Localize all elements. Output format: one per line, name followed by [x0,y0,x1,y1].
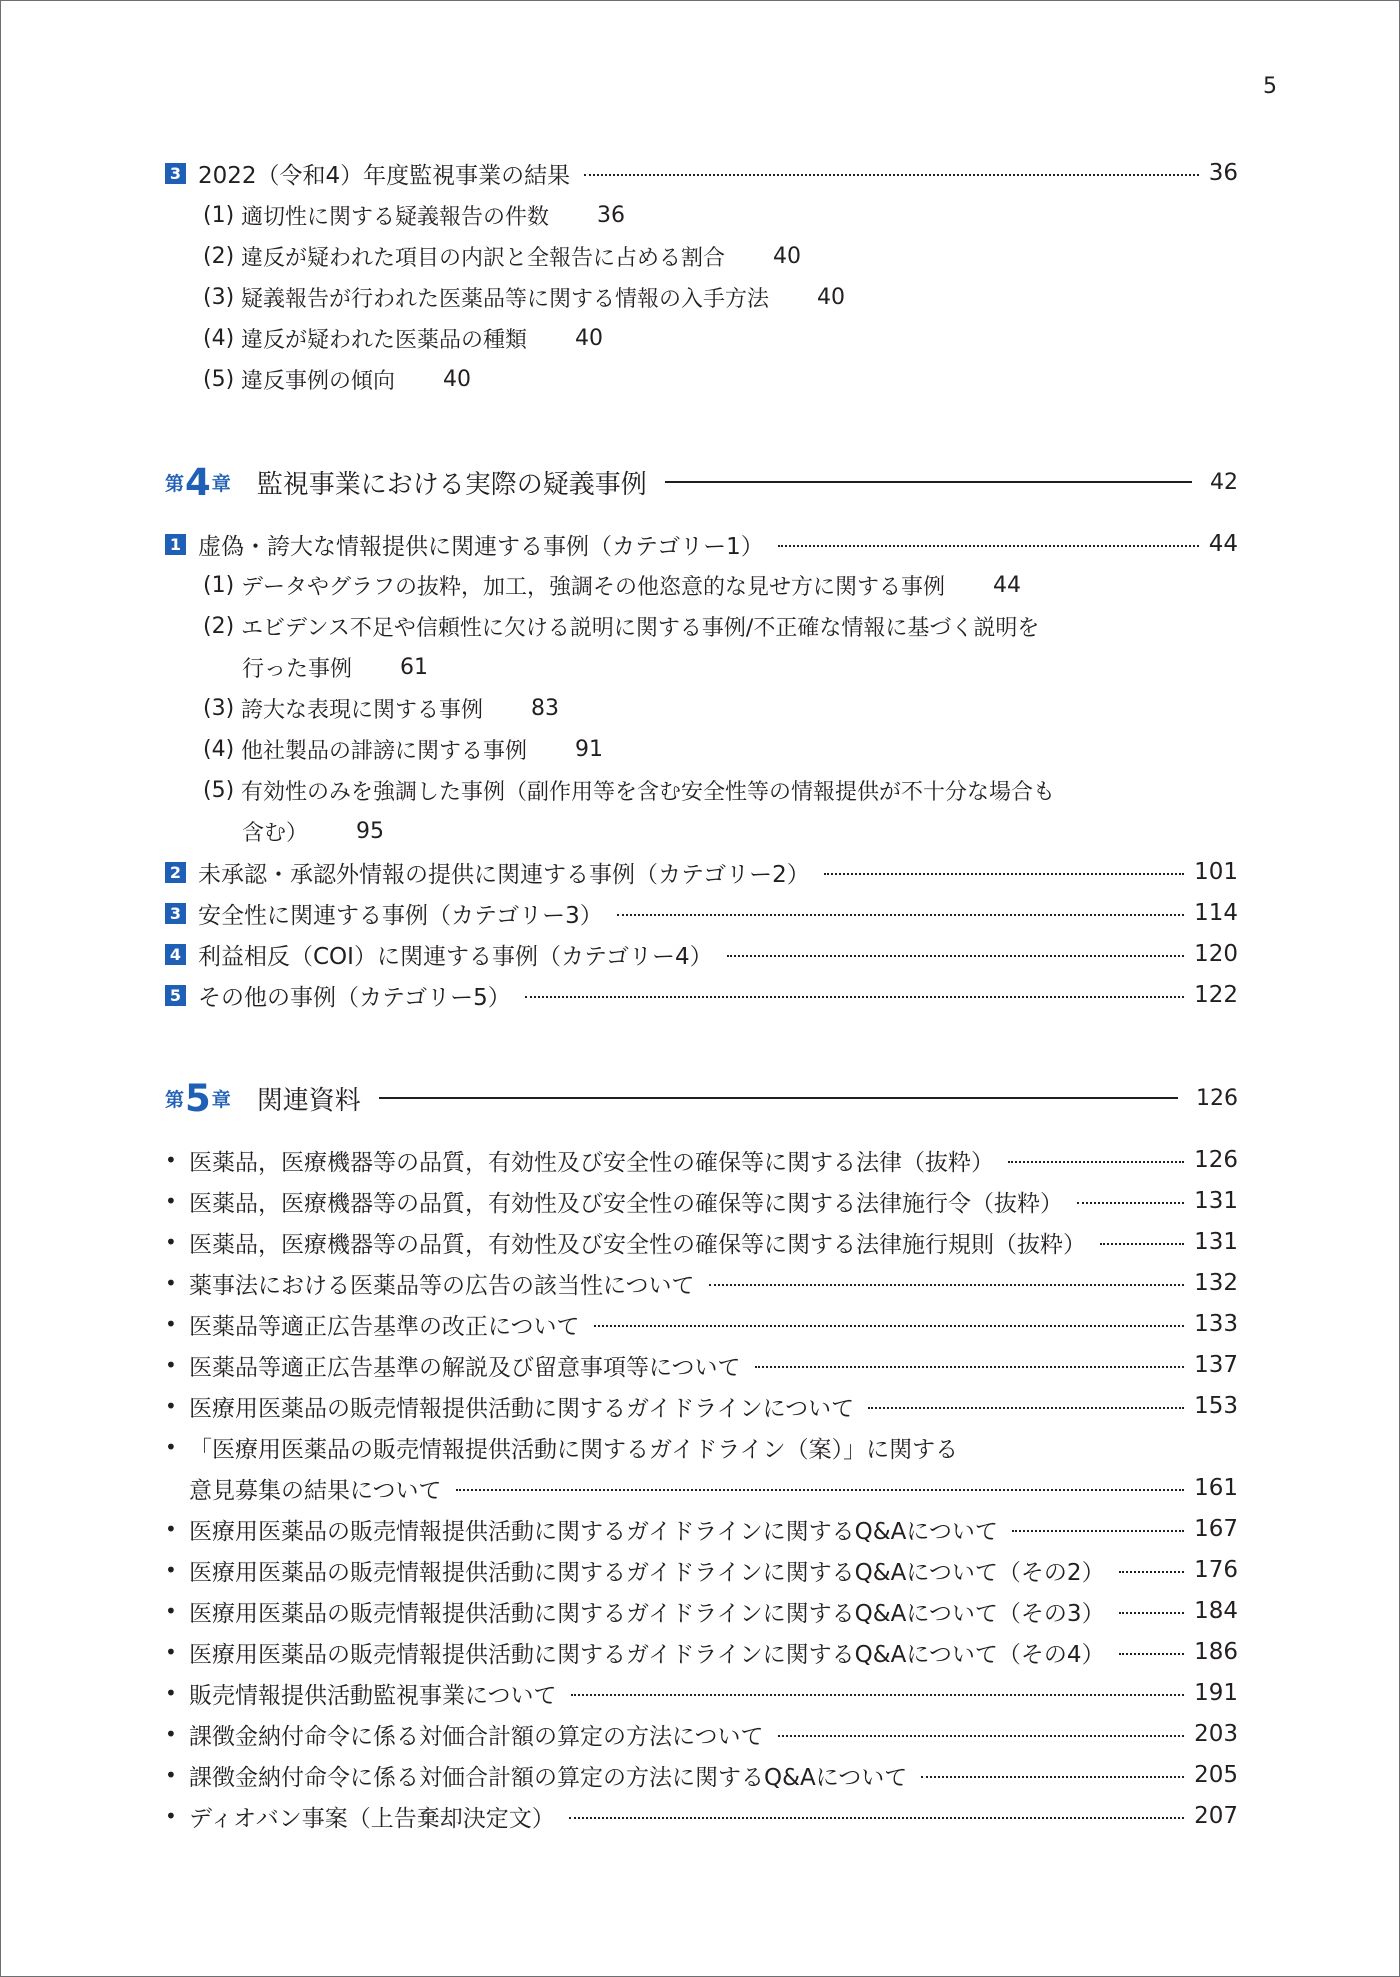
toc-document-item[interactable] [165,1225,1238,1259]
section-title: 未承認・承認外情報の提供に関連する事例（カテゴリー2） [198,861,810,888]
toc-document-item[interactable] [165,1430,1238,1464]
section-page: 44 [1208,531,1238,557]
dot-leader [456,1489,1185,1491]
bullet-mark: • [165,1435,177,1459]
document-title: 薬事法における医薬品等の広告の該当性について [189,1272,695,1299]
bullet-mark: • [165,1148,177,1172]
bullet-mark: • [165,1722,177,1746]
toc-chapter-4[interactable] [165,459,1238,505]
document-page: 184 [1194,1598,1238,1624]
subitem-text: データやグラフの抜粋，加工，強調その他恣意的な見せ方に関する事例 [241,574,946,600]
toc-subitem[interactable] [203,198,625,232]
toc-subitem[interactable] [203,280,845,314]
toc-section-4-3[interactable] [165,896,1238,930]
toc-document-item[interactable] [165,1635,1238,1669]
document-page: 203 [1194,1721,1238,1747]
subitem-page: 36 [597,202,626,228]
chapter-number: 4 [185,460,211,504]
toc-subitem-continued[interactable] [242,650,428,684]
dot-leader [525,996,1184,998]
dot-leader [1012,1530,1184,1532]
toc-chapter-5[interactable] [165,1075,1238,1121]
document-page: 131 [1194,1188,1238,1214]
toc-document-item[interactable] [165,1512,1238,1546]
bullet-mark: • [165,1558,177,1582]
section-title: 2022（令和4）年度監視事業の結果 [198,162,571,189]
section-title: その他の事例（カテゴリー5） [198,984,511,1011]
dot-leader [617,914,1184,916]
dot-leader [709,1284,1185,1286]
document-page: 126 [1194,1147,1238,1173]
subitem-number: (3) [203,695,235,721]
dot-leader [1077,1202,1184,1204]
bullet-mark: • [165,1312,177,1336]
subitem-text: 誇大な表現に関する事例 [241,697,484,723]
subitem-page: 91 [575,736,604,762]
toc-section-4-2[interactable] [165,855,1238,889]
subitem-number: (1) [203,202,235,228]
document-title: 医薬品，医療機器等の品質，有効性及び安全性の確保等に関する法律（抜粋） [189,1149,994,1176]
document-title: 販売情報提供活動監視事業について [189,1682,557,1709]
document-title: 医療用医薬品の販売情報提供活動に関するガイドラインに関するQ&Aについて（その4） [189,1641,1105,1668]
dot-leader [824,873,1184,875]
subitem-page: 40 [773,243,802,269]
document-title: 医療用医薬品の販売情報提供活動に関するガイドラインに関するQ&Aについて（その2） [189,1559,1105,1586]
dot-leader [868,1407,1184,1409]
chapter-prefix: 第 [165,1089,185,1111]
toc-document-item[interactable] [165,1184,1238,1218]
subitem-text: 適切性に関する疑義報告の件数 [241,204,550,230]
section-number-badge: 4 [165,944,186,965]
document-page: 207 [1194,1803,1238,1829]
chapter-suffix: 章 [211,1089,231,1111]
document-page: 191 [1194,1680,1238,1706]
subitem-number: (5) [203,366,235,392]
bullet-mark: • [165,1763,177,1787]
section-number-badge: 2 [165,862,186,883]
subitem-text: エビデンス不足や信頼性に欠ける説明に関する事例/不正確な情報に基づく説明を [241,615,1040,641]
section-page: 101 [1194,859,1238,885]
section-title: 利益相反（COI）に関連する事例（カテゴリー4） [198,943,713,970]
document-page: 153 [1194,1393,1238,1419]
chapter-prefix: 第 [165,473,185,495]
chapter-rule [379,1097,1178,1099]
document-title: 医薬品等適正広告基準の解説及び留意事項等について [189,1354,741,1381]
toc-subitem[interactable] [203,773,1055,807]
chapter-number: 5 [185,1076,211,1120]
subitem-text: 違反が疑われた医薬品の種類 [241,327,528,353]
document-title: 医療用医薬品の販売情報提供活動に関するガイドラインに関するQ&Aについて（その3） [189,1600,1105,1627]
dot-leader [755,1366,1185,1368]
subitem-number: (5) [203,777,235,803]
document-page: 167 [1194,1516,1238,1542]
chapter-title: 関連資料 [256,1085,361,1116]
page-number: 5 [1263,74,1277,99]
subitem-text-continued: 行った事例 [242,656,353,682]
toc-document-item[interactable] [165,1676,1238,1710]
document-title: 医薬品，医療機器等の品質，有効性及び安全性の確保等に関する法律施行規則（抜粋） [189,1231,1086,1258]
dot-leader [1008,1161,1184,1163]
chapter-page: 126 [1196,1085,1238,1111]
subitem-page: 83 [531,695,560,721]
bullet-mark: • [165,1230,177,1254]
toc-section-3-results[interactable] [165,156,1238,190]
document-title: 医療用医薬品の販売情報提供活動に関するガイドラインに関するQ&Aについて [189,1518,998,1545]
subitem-text: 違反が疑われた項目の内訳と全報告に占める割合 [241,245,726,271]
chapter-page: 42 [1210,469,1238,495]
dot-leader [571,1694,1185,1696]
toc-document-item[interactable] [165,1307,1238,1341]
document-page: 133 [1194,1311,1238,1337]
bullet-mark: • [165,1271,177,1295]
chapter-rule [665,481,1192,483]
toc-document-item[interactable] [165,1717,1238,1751]
subitem-page: 40 [575,325,604,351]
toc-document-item[interactable] [165,1389,1238,1423]
dot-leader [921,1776,1184,1778]
bullet-mark: • [165,1517,177,1541]
dot-leader [594,1325,1185,1327]
section-page: 114 [1194,900,1238,926]
subitem-page: 61 [400,654,429,680]
document-page: 186 [1194,1639,1238,1665]
bullet-mark: • [165,1353,177,1377]
chapter-suffix: 章 [211,473,231,495]
toc-section-4-5[interactable] [165,978,1238,1012]
bullet-mark: • [165,1189,177,1213]
document-page: 161 [1194,1475,1238,1501]
toc-subitem-continued[interactable] [242,814,384,848]
toc-subitem[interactable] [203,609,1039,643]
subitem-text: 違反事例の傾向 [241,368,396,394]
dot-leader [1119,1653,1185,1655]
toc-document-item[interactable] [165,1266,1238,1300]
toc-document-item-continued[interactable] [189,1471,1238,1505]
document-title: ディオバン事案（上告棄却決定文） [189,1805,555,1832]
toc-document-item[interactable] [165,1143,1238,1177]
dot-leader [569,1817,1184,1819]
bullet-mark: • [165,1599,177,1623]
dot-leader [1119,1571,1185,1573]
subitem-number: (1) [203,572,235,598]
document-page: 137 [1194,1352,1238,1378]
subitem-text: 他社製品の誹謗に関する事例 [241,738,528,764]
toc-document-item[interactable] [165,1553,1238,1587]
dot-leader [778,1735,1185,1737]
bullet-mark: • [165,1394,177,1418]
dot-leader [727,955,1184,957]
toc-subitem[interactable] [203,239,801,273]
subitem-text: 有効性のみを強調した事例（副作用等を含む安全性等の情報提供が不十分な場合も [241,779,1056,805]
subitem-text: 疑義報告が行われた医薬品等に関する情報の入手方法 [241,286,770,312]
section-page: 36 [1208,160,1238,186]
dot-leader [778,545,1199,547]
subitem-page: 44 [993,572,1022,598]
subitem-number: (4) [203,736,235,762]
document-title: 課徴金納付命令に係る対価合計額の算定の方法について [189,1723,764,1750]
toc-document-item[interactable] [165,1799,1238,1833]
toc-subitem[interactable] [203,732,603,766]
section-page: 122 [1194,982,1238,1008]
section-number-badge: 5 [165,985,186,1006]
bullet-mark: • [165,1804,177,1828]
section-page: 120 [1194,941,1238,967]
subitem-number: (3) [203,284,235,310]
section-title: 虚偽・誇大な情報提供に関連する事例（カテゴリー1） [198,533,764,560]
subitem-page: 95 [356,818,385,844]
document-page: 132 [1194,1270,1238,1296]
document-title: 「医療用医薬品の販売情報提供活動に関するガイドライン（案）」に関する [189,1436,959,1463]
document-title: 医薬品，医療機器等の品質，有効性及び安全性の確保等に関する法律施行令（抜粋） [189,1190,1063,1217]
subitem-number: (2) [203,613,235,639]
dot-leader [1100,1243,1184,1245]
section-number-badge: 1 [165,534,186,555]
toc-document-item[interactable] [165,1758,1238,1792]
toc-document-item[interactable] [165,1594,1238,1628]
document-title: 課徴金納付命令に係る対価合計額の算定の方法に関するQ&Aについて [189,1764,908,1791]
toc-section-4-4[interactable] [165,937,1238,971]
toc-subitem[interactable] [203,568,1021,602]
subitem-number: (4) [203,325,235,351]
bullet-mark: • [165,1640,177,1664]
document-page: 205 [1194,1762,1238,1788]
document-title: 医薬品等適正広告基準の改正について [189,1313,580,1340]
subitem-text-continued: 含む） [242,820,309,846]
section-number-badge: 3 [165,163,186,184]
dot-leader [584,174,1199,176]
subitem-number: (2) [203,243,235,269]
subitem-page: 40 [443,366,472,392]
document-page: 176 [1194,1557,1238,1583]
document-title-continued: 意見募集の結果について [189,1477,442,1504]
toc-document-item[interactable] [165,1348,1238,1382]
toc-section-4-1[interactable] [165,527,1238,561]
dot-leader [1119,1612,1185,1614]
toc-subitem[interactable] [203,691,559,725]
section-title: 安全性に関連する事例（カテゴリー3） [198,902,603,929]
section-number-badge: 3 [165,903,186,924]
chapter-title: 監視事業における実際の疑義事例 [256,469,647,500]
document-page: 131 [1194,1229,1238,1255]
bullet-mark: • [165,1681,177,1705]
document-title: 医療用医薬品の販売情報提供活動に関するガイドラインについて [189,1395,855,1422]
toc-subitem[interactable] [203,362,471,396]
toc-subitem[interactable] [203,321,603,355]
subitem-page: 40 [817,284,846,310]
